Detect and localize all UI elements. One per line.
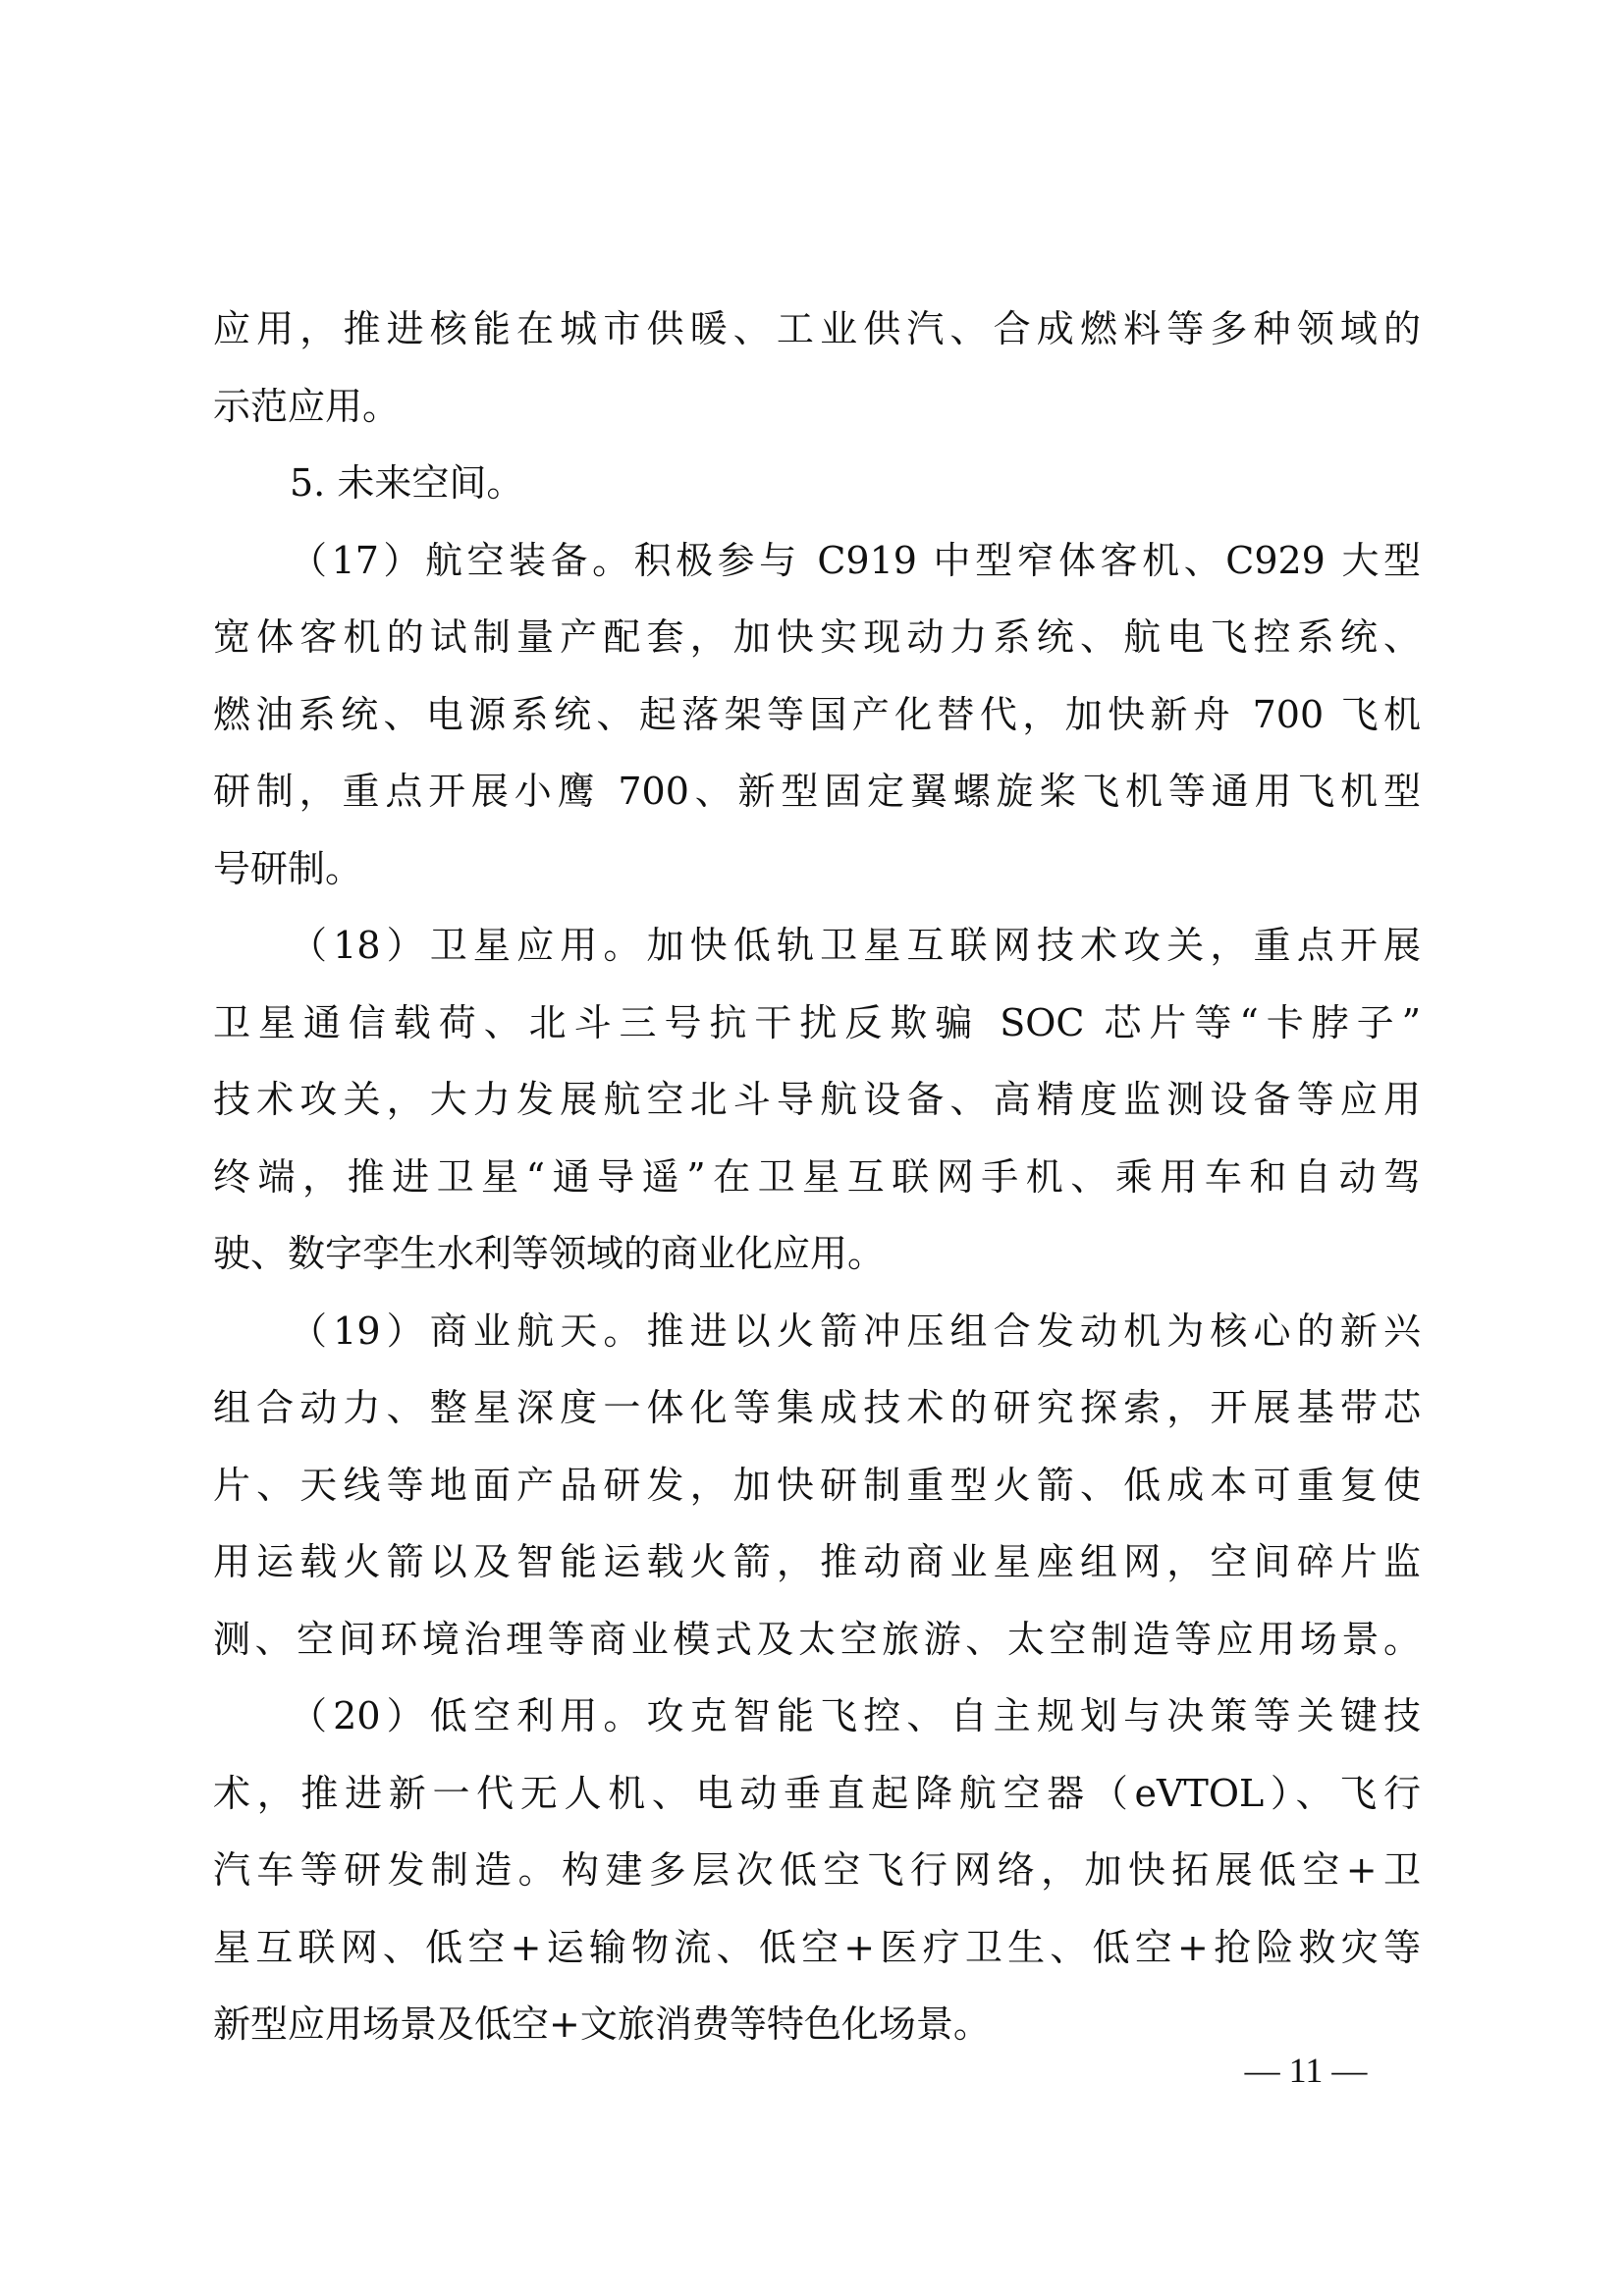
text-line: 研制，重点开展小鹰 700、新型固定翼螺旋桨飞机等通用飞机型 — [213, 770, 1421, 813]
text-line: 片、天线等地面产品研发，加快研制重型火箭、低成本可重复使 — [213, 1463, 1421, 1507]
text-line: （18）卫星应用。加快低轨卫星互联网技术攻关，重点开展 — [290, 924, 1421, 967]
text-line: 用运载火箭以及智能运载火箭，推动商业星座组网，空间碎片监 — [213, 1540, 1421, 1583]
text-line: 术，推进新一代无人机、电动垂直起降航空器（eVTOL）、飞行 — [213, 1771, 1421, 1815]
text-line: 技术攻关，大力发展航空北斗导航设备、高精度监测设备等应用 — [213, 1078, 1421, 1121]
text-line: （19）商业航天。推进以火箭冲压组合发动机为核心的新兴 — [290, 1308, 1421, 1353]
text-line: 测、空间环境治理等商业模式及太空旅游、太空制造等应用场景。 — [213, 1617, 1421, 1661]
text-line: 示范应用。 — [213, 384, 401, 428]
page-number: — 11 — — [1244, 2051, 1368, 2090]
text-line: （20）低空利用。攻克智能飞控、自主规划与决策等关键技 — [290, 1694, 1421, 1737]
text-line: 组合动力、整星深度一体化等集成技术的研究探索，开展基带芯 — [213, 1386, 1421, 1429]
text-line: 新型应用场景及低空+文旅消费等特色化场景。 — [213, 2002, 991, 2046]
text-line: 号研制。 — [213, 846, 363, 890]
text-line: 汽车等研发制造。构建多层次低空飞行网络，加快拓展低空+卫 — [213, 1848, 1421, 1892]
text-line: 燃油系统、电源系统、起落架等国产化替代，加快新舟 700 飞机 — [213, 692, 1421, 736]
text-line: （17）航空装备。积极参与 C919 中型窄体客机、C929 大型 — [290, 538, 1421, 582]
text-line: 卫星通信载荷、北斗三号抗干扰反欺骗 SOC 芯片等“卡脖子” — [213, 1000, 1421, 1044]
text-line: 宽体客机的试制量产配套，加快实现动力系统、航电飞控系统、 — [213, 615, 1421, 659]
text-line: 星互联网、低空+运输物流、低空+医疗卫生、低空+抢险救灾等 — [213, 1925, 1421, 1969]
text-line: 终端，推进卫星“通导遥”在卫星互联网手机、乘用车和自动驾 — [213, 1154, 1421, 1199]
body-text — [213, 291, 1421, 2063]
text-line: 应用，推进核能在城市供暖、工业供汽、合成燃料等多种领域的 — [213, 307, 1421, 350]
section-heading: 5. 未来空间。 — [290, 461, 524, 505]
text-line: 驶、数字孪生水利等领域的商业化应用。 — [213, 1232, 886, 1275]
